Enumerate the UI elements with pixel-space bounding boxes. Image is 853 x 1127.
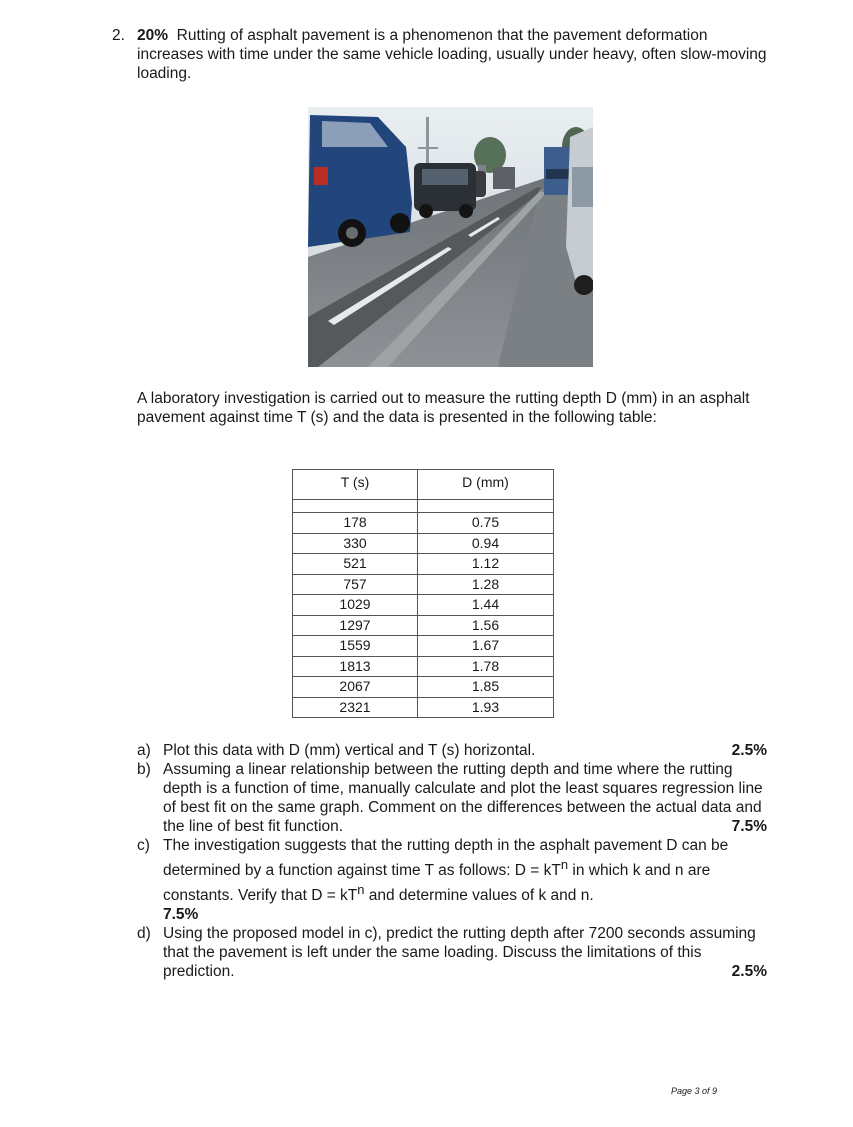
depth-cell: 0.94 [418, 533, 554, 554]
part-text: Assuming a linear relationship between the rutting depth and time where the rutting depth is a function of time, manually calculate and plot the least squares regression line of best fit on the same graph. Comment on the differences between the actual data and the line of best fit function. [163, 761, 763, 835]
part-mark: 2.5% [731, 963, 767, 981]
page-number: Page 3 of 9 [671, 1086, 718, 1096]
time-cell: 1559 [293, 636, 418, 657]
table-row [293, 533, 554, 554]
time-cell: 178 [293, 513, 418, 534]
part-label: a) [137, 742, 151, 759]
depth-cell: 1.28 [418, 574, 554, 595]
traffic-photo [308, 107, 593, 367]
question-parts [137, 741, 767, 981]
table-row [293, 656, 554, 677]
time-cell: 2067 [293, 677, 418, 698]
depth-cell: 1.93 [418, 697, 554, 718]
time-cell: 1813 [293, 656, 418, 677]
depth-cell: 1.85 [418, 677, 554, 698]
time-cell: 757 [293, 574, 418, 595]
depth-cell: 1.12 [418, 554, 554, 575]
table-row [293, 595, 554, 616]
part-text: Using the proposed model in c), predict the rutting depth after 7200 seconds assuming that the pavement is left under the same loading. Discuss the limitations of this prediction. [163, 925, 756, 981]
part-mark: 2.5% [731, 742, 767, 759]
question-text-block [137, 26, 772, 83]
table-row [293, 677, 554, 698]
rutting-data-table [292, 469, 554, 718]
time-cell: 2321 [293, 697, 418, 718]
depth-cell: 1.78 [418, 656, 554, 677]
header-depth: D (mm) [418, 470, 554, 500]
time-cell: 1029 [293, 595, 418, 616]
part-a [137, 741, 767, 760]
exponent: n [560, 857, 569, 872]
table-row [293, 636, 554, 657]
spacer-cell [418, 500, 554, 513]
part-text-post: and determine values of k and n. [364, 887, 594, 905]
table-row [293, 513, 554, 534]
part-text-pre: The investigation suggests that the rutting depth in the asphalt pavement D can be determined by a function against time T as follows: D = kT [163, 837, 729, 880]
part-d [137, 924, 767, 981]
spacer-cell [293, 500, 418, 513]
question-text: Rutting of asphalt pavement is a phenomenon that the pavement deformation increases with time under the same vehicle loading, usually under heavy, often slow-moving loading. [137, 27, 767, 82]
exponent: n [357, 882, 365, 898]
table-row [293, 574, 554, 595]
time-cell: 1297 [293, 615, 418, 636]
part-b [137, 760, 767, 836]
table-row [293, 697, 554, 718]
time-cell: 521 [293, 554, 418, 575]
table-row [293, 554, 554, 575]
table-row [293, 615, 554, 636]
time-cell: 330 [293, 533, 418, 554]
part-c [137, 836, 767, 924]
question-2-header [112, 26, 772, 83]
depth-cell: 0.75 [418, 513, 554, 534]
depth-cell: 1.67 [418, 636, 554, 657]
header-time: T (s) [293, 470, 418, 500]
intro-paragraph: A laboratory investigation is carried out to measure the rutting depth D (mm) in an asphalt pavement against time T (s) and the data is presented in the following table: [137, 390, 750, 426]
part-mark: 7.5% [731, 818, 767, 835]
part-label: d) [137, 925, 151, 943]
depth-cell: 1.44 [418, 595, 554, 616]
part-mark: 7.5% [163, 906, 199, 924]
question-weight: 20% [137, 27, 169, 44]
part-text-mid: in which k and n are constants. Verify that D = kT [163, 862, 711, 905]
part-text: Plot this data with D (mm) vertical and T (s) horizontal. [163, 742, 536, 759]
part-label: b) [137, 761, 151, 778]
part-label: c) [137, 837, 150, 854]
question-number: 2. [112, 27, 125, 44]
depth-cell: 1.56 [418, 615, 554, 636]
